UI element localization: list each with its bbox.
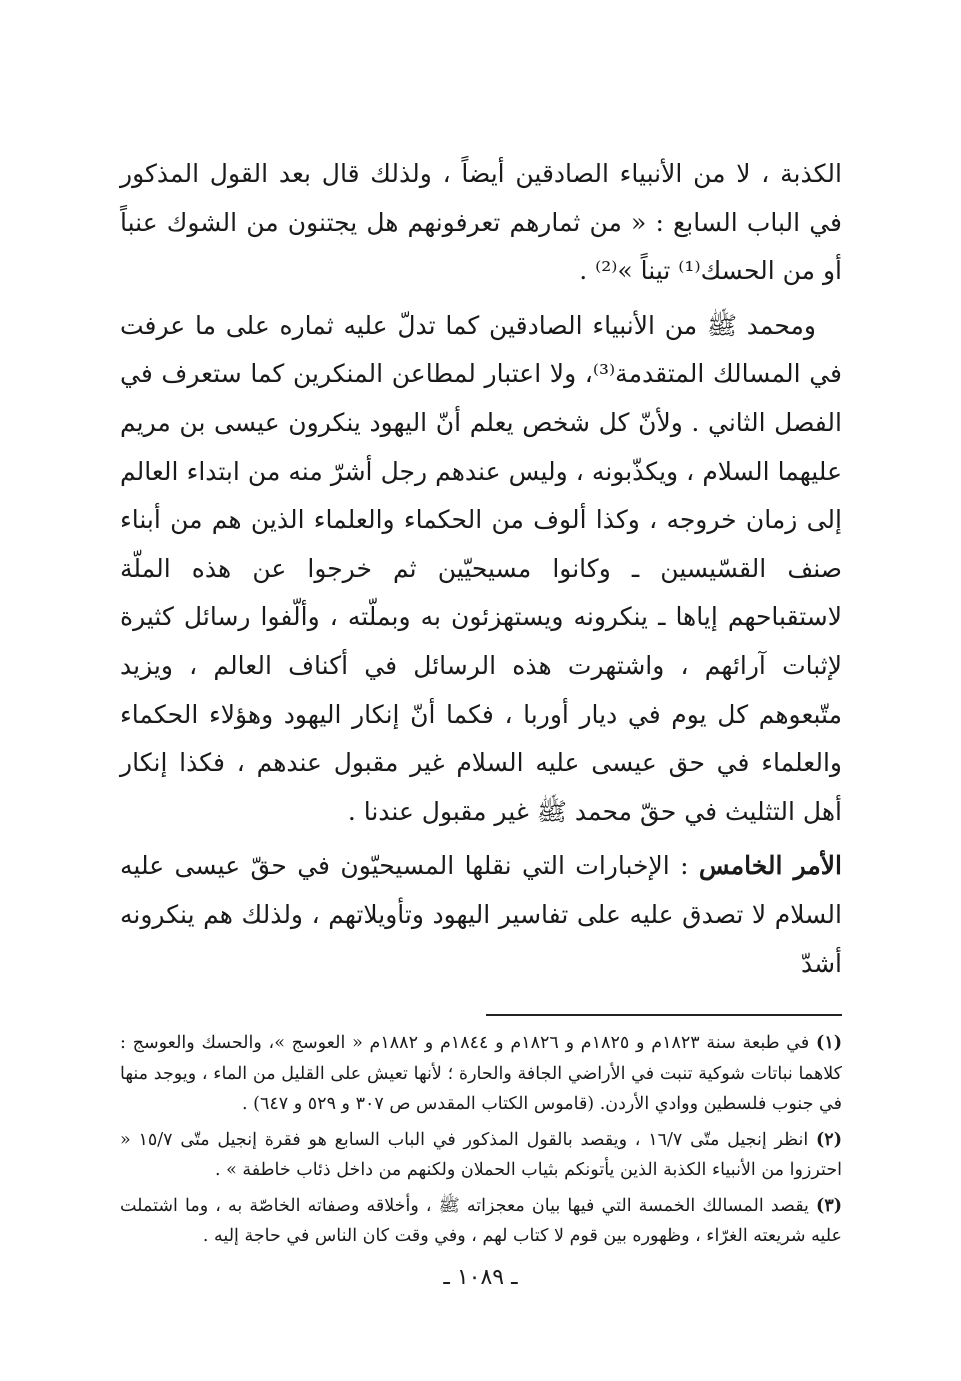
footnote-1	[120, 1028, 842, 1120]
page-number: ـ ١٠٨٩ ـ	[443, 1265, 518, 1290]
page-content	[120, 150, 842, 1257]
footnote-2-text: انظر إنجيل متّى ١٦/٧ ، ويقصد بالقول المذكور في الباب السابع هو فقرة إنجيل متّى ١٥/٧ « احترزوا من الأنبياء الكذبة الذين يأتونكم بثياب الحملان ولكنهم من داخل ذئاب خاطفة » .	[120, 1129, 842, 1181]
section-heading: الأمر الخامس	[698, 851, 842, 881]
paragraph-3-text: : الإخبارات التي نقلها المسيحيّون في حقّ عيسى عليه السلام لا تصدق عليه على تفاسير اليهود وتأويلاتهم ، ولذلك هم ينكرونه أشدّ	[120, 851, 842, 978]
paragraph-2: ومحمد ﷺ من الأنبياء الصادقين كما تدلّ عليه ثماره على ما عرفت في المسالك المتقدمة⁽³⁾، ولا اعتبار لمطاعن المنكرين كما ستعرف في الفصل الثاني . ولأنّ كل شخص يعلم أنّ اليهود ينكرون عيسى بن مريم عليهما السلام ، ويكذّبونه ، وليس عندهم رجل أشرّ منه من ابتداء العالم إلى زمان خروجه ، وكذا ألوف من الحكماء والعلماء الذين هم من أبناء صنف القسّيسين ـ وكانوا مسيحيّين ثم خرجوا عن هذه الملّة لاستقباحهم إياها ـ ينكرونه ويستهزئون به وبملّته ، وألّفوا رسائل كثيرة لإثبات آرائهم ، واشتهرت هذه الرسائل في أكناف العالم ، ويزيد متّبعوهم كل يوم في ديار أوربا ، فكما أنّ إنكار اليهود وهؤلاء الحكماء والعلماء في حق عيسى عليه السلام غير مقبول عندهم ، فكذا إنكار أهل التثليث في حقّ محمد ﷺ غير مقبول عندنا .	[120, 310, 842, 826]
main-text	[120, 150, 842, 988]
paragraph-3	[120, 842, 842, 988]
footnote-1-number: (١)	[816, 1033, 842, 1054]
footnotes	[120, 1028, 842, 1252]
footnote-separator	[120, 1014, 842, 1016]
footnote-2	[120, 1125, 842, 1186]
footnote-1-text: في طبعة سنة ١٨٢٣م و ١٨٢٥م و ١٨٢٦م و ١٨٤٤م و ١٨٨٢م « العوسج »، والحسك والعوسج : كلاهما نباتات شوكية تنبت في الأراضي الجافة والحارة ؛ لأنها تعيش على القليل من الماء ، ويوجد منها في جنوب فلسطين ووادي الأردن. (قاموس الكتاب المقدس ص ٣٠٧ و ٥٢٩ و ٦٤٧) .	[120, 1033, 842, 1115]
separator-line	[486, 1014, 842, 1016]
footnote-3-text: يقصد المسالك الخمسة التي فيها بيان معجزاته ﷺ ، وأخلاقه وصفاته الخاصّة به ، وما اشتملت عليه شريعته الغرّاء ، وظهوره بين قوم لا كتاب لهم ، وفي وقت كان الناس في حاجة إليه .	[120, 1195, 842, 1247]
paragraph-1: الكذبة ، لا من الأنبياء الصادقين أيضاً ، ولذلك قال بعد القول المذكور في الباب السابع : « من ثمارهم تعرفونهم هل يجتنون من الشوك عنباً أو من الحسك⁽¹⁾ تيناً »⁽²⁾ .	[120, 159, 842, 286]
footnote-2-number: (٢)	[816, 1129, 842, 1150]
footnote-3	[120, 1191, 842, 1252]
footnote-3-number: (٣)	[816, 1195, 842, 1216]
